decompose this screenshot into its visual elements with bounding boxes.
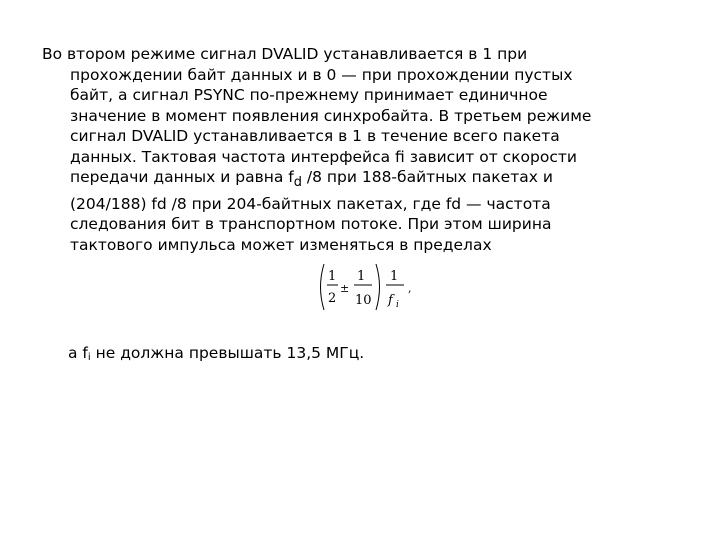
- line-text: передачи данных и равна f: [70, 168, 294, 186]
- half-numerator: 1: [328, 269, 337, 284]
- half-denominator: 2: [328, 291, 337, 306]
- tail-suffix: не должна превышать 13,5 МГц.: [90, 344, 365, 362]
- plus-minus: ±: [340, 282, 350, 295]
- paragraph-line: прохождении байт данных и в 0 — при прохождении пустых: [70, 65, 573, 84]
- paragraph-line: следования бит в транспортном потоке. При этом ширина: [70, 215, 552, 234]
- tenth-denominator: 10: [355, 293, 372, 308]
- conclusion-line: [68, 343, 364, 368]
- paragraph-line: Во втором режиме сигнал DVALID устанавливается в 1 при: [42, 45, 528, 63]
- freq-denominator: f: [388, 293, 393, 308]
- paragraph-line: (204/188) fd /8 при 204-байтных пакетах, где fd — частота: [70, 194, 551, 213]
- tenth-numerator: 1: [357, 269, 366, 284]
- paragraph-line: данных. Тактовая частота интерфейса fi зависит от скорости: [70, 147, 577, 166]
- body-paragraph: [42, 44, 692, 255]
- paragraph-line: значение в момент появления синхробайта. В третьем режиме: [70, 106, 592, 125]
- paragraph-line: тактового импульса может изменяться в пределах: [70, 235, 492, 254]
- freq-denominator-sub: i: [396, 300, 399, 310]
- paragraph-line: [42, 167, 692, 194]
- pulse-width-formula: [318, 262, 428, 312]
- paragraph-line: байт, а сигнал PSYNC по-прежнему принимает единичное: [70, 86, 548, 104]
- subscript-d: d: [293, 175, 302, 191]
- paragraph-line: сигнал DVALID устанавливается в 1 в течение всего пакета: [70, 127, 560, 145]
- freq-numerator: 1: [390, 269, 399, 284]
- line-text: /8 при 188-байтных пакетах и: [301, 168, 553, 186]
- tail-prefix: а f: [68, 344, 88, 362]
- subscript-i: i: [87, 352, 91, 363]
- formula-comma: ,: [408, 282, 412, 295]
